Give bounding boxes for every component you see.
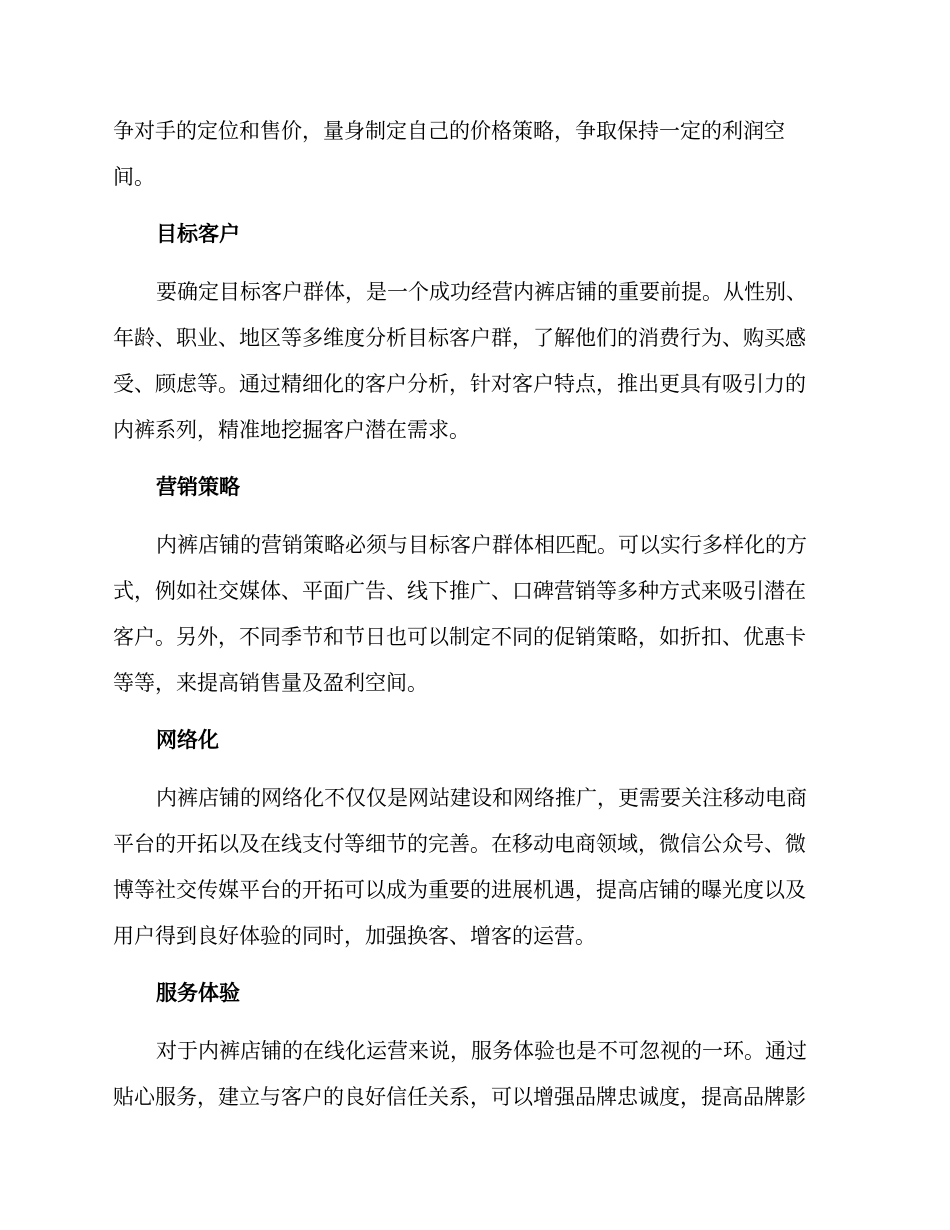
paragraph-line: 贴心服务，建立与客户的良好信任关系，可以增强品牌忠诚度，提高品牌影 — [113, 1085, 806, 1109]
paragraph-line: 年龄、职业、地区等多维度分析目标客户群，了解他们的消费行为、购买感 — [113, 326, 806, 350]
section-heading-networking: 网络化 — [156, 728, 219, 752]
section-heading-target-customers: 目标客户 — [156, 222, 240, 246]
paragraph-line: 用户得到良好体验的同时，加强换客、增客的运营。 — [113, 924, 596, 948]
paragraph-line: 客户。另外，不同季节和节日也可以制定不同的促销策略，如折扣、优惠卡 — [113, 625, 806, 649]
paragraph-line: 间。 — [113, 165, 155, 189]
document-page — [113, 108, 833, 1120]
paragraph-target-customers — [113, 269, 833, 453]
section-heading-marketing-strategy: 营销策略 — [156, 475, 240, 499]
paragraph-line: 要确定目标客户群体，是一个成功经营内裤店铺的重要前提。从性别、 — [156, 280, 807, 304]
section-heading-service-experience: 服务体验 — [156, 981, 240, 1005]
paragraph-line: 内裤系列，精准地挖掘客户潜在需求。 — [113, 418, 470, 442]
intro-paragraph — [113, 108, 833, 200]
paragraph-line: 内裤店铺的网络化不仅仅是网站建设和网络推广，更需要关注移动电商 — [156, 786, 807, 810]
paragraph-line: 平台的开拓以及在线支付等细节的完善。在移动电商领域，微信公众号、微 — [113, 832, 806, 856]
paragraph-networking — [113, 775, 833, 959]
paragraph-line: 等等，来提高销售量及盈利空间。 — [113, 671, 428, 695]
paragraph-marketing-strategy — [113, 522, 833, 706]
paragraph-line: 博等社交传媒平台的开拓可以成为重要的进展机遇，提高店铺的曝光度以及 — [113, 878, 806, 902]
paragraph-service-experience — [113, 1028, 833, 1120]
paragraph-line: 受、顾虑等。通过精细化的客户分析，针对客户特点，推出更具有吸引力的 — [113, 372, 806, 396]
paragraph-line: 争对手的定位和售价，量身制定自己的价格策略，争取保持一定的利润空 — [113, 119, 785, 143]
paragraph-line: 对于内裤店铺的在线化运营来说，服务体验也是不可忽视的一环。通过 — [156, 1039, 807, 1063]
paragraph-line: 式，例如社交媒体、平面广告、线下推广、口碑营销等多种方式来吸引潜在 — [113, 579, 806, 603]
paragraph-line: 内裤店铺的营销策略必须与目标客户群体相匹配。可以实行多样化的方 — [156, 533, 807, 557]
